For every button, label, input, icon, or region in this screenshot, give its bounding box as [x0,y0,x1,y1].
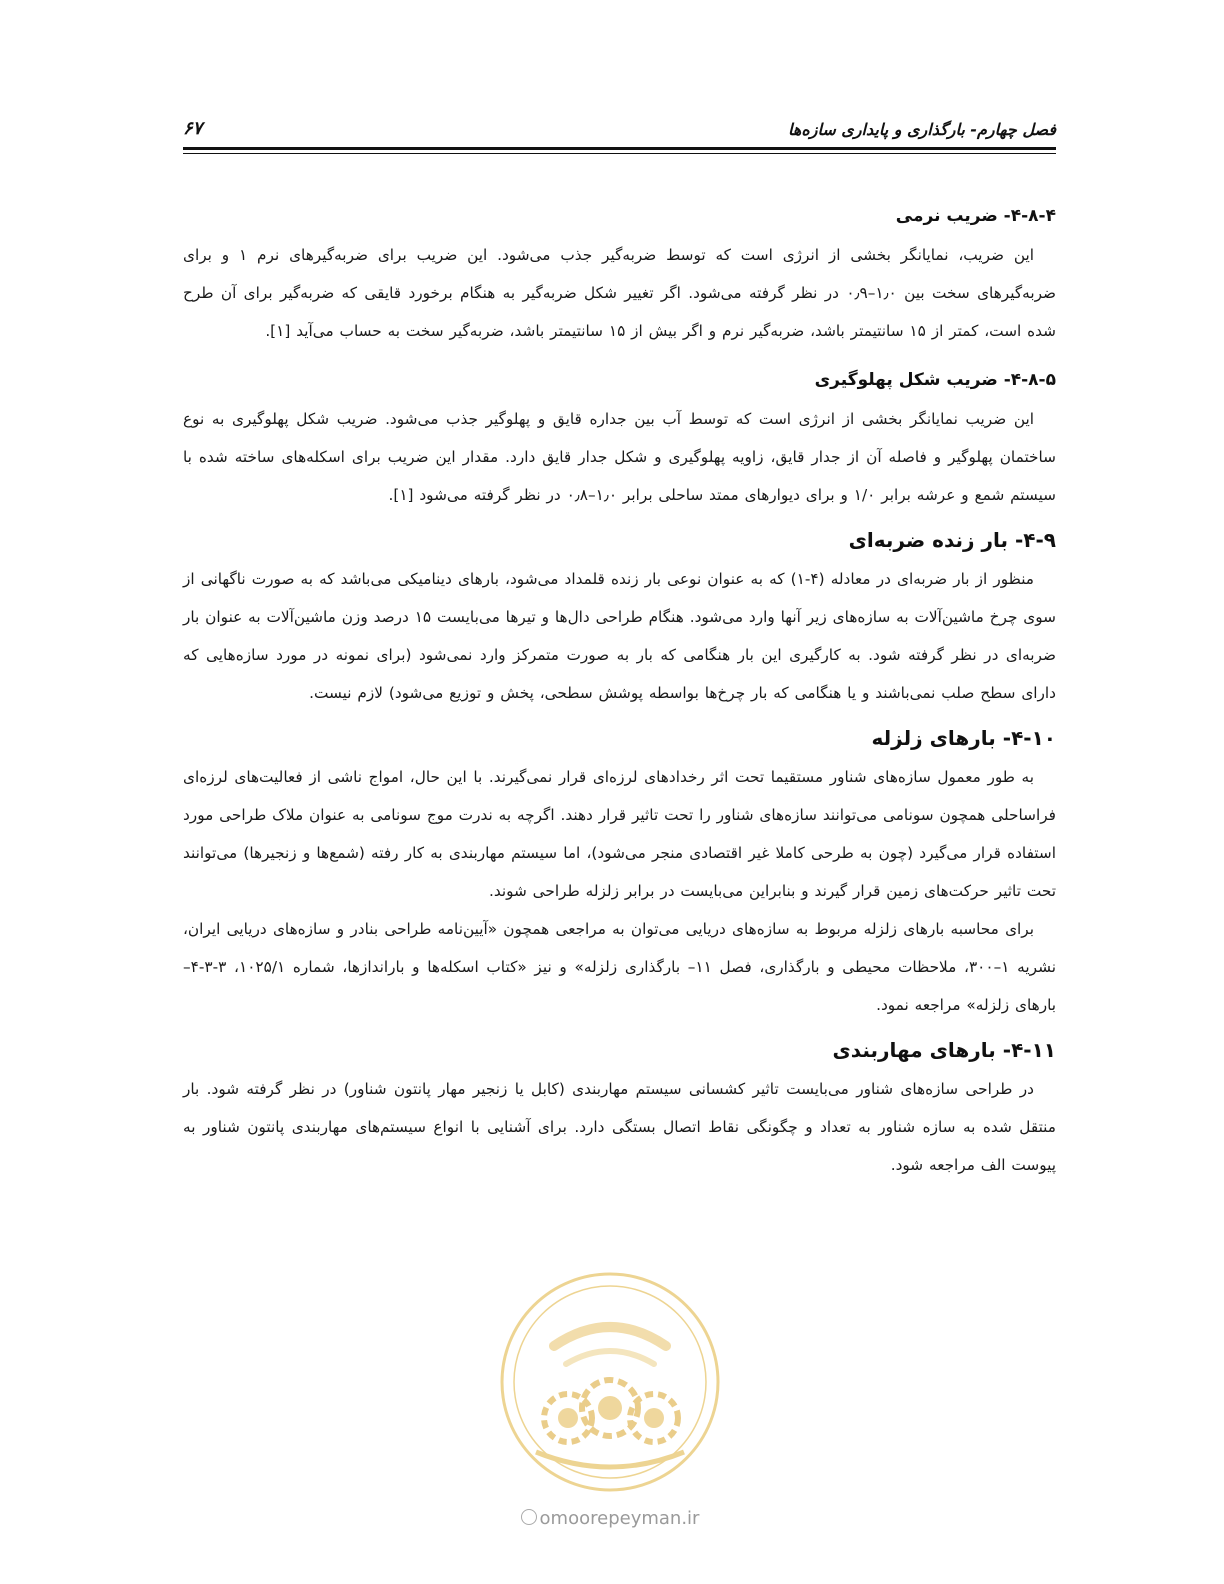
paragraph-4-10-a: به طور معمول سازه‌های شناور مستقیما تحت اثر رخدادهای لرزه‌ای قرار نمی‌گیرند. با این حال، امواج ناشی از فعالیت‌های لرزه‌ای فراساحلی همچون سونامی می‌توانند سازه‌های شناور را تحت تاثیر قرار دهند. اگرچه به ندرت موج سونامی به عنوان ملاک طراحی مورد استفاده قرار می‌گیرد (چون به طرحی کاملا غیر اقتصادی منجر می‌شود)، اما سیستم مهاربندی به کار رفته (شمع‌ها و زنجیرها) می‌توانند تحت تاثیر حرکت‌های زمین قرار گیرند و بنابراین می‌بایست در برابر زلزله طراحی شوند. [183,768,1056,900]
heading-4-10: ۴-۱۰- بارهای زلزله [871,726,1056,750]
paragraph-4-10-b: برای محاسبه بارهای زلزله مربوط به سازه‌های دریایی می‌توان به مراجعی همچون «آیین‌نامه طراحی بنادر و سازه‌های دریایی ایران، نشریه ۱–۳۰۰، ملاحظات محیطی و بارگذاری، فصل ۱۱– بارگذاری زلزله» و نیز «کتاب اسکله‌ها و باراندازها، شماره ۱۰۲۵/۱، ۳-۳-۴– بارهای زلزله» مراجعه نمود. [183,920,1056,1014]
heading-4-11: ۴-۱۱- بارهای مهاربندی [832,1038,1056,1062]
paragraph-4-11: در طراحی سازه‌های شناور می‌بایست تاثیر کشسانی سیستم مهاربندی (کابل یا زنجیر مهار پانتون شناور) در نظر گرفته شود. بار منتقل شده به سازه شناور به تعداد و چگونگی نقاط اتصال بستگی دارد. برای آشنایی با انواع سیستم‌های مهاربندی پانتون شناور به پیوست الف مراجعه شود. [183,1080,1056,1174]
heading-4-8-4: ۴-۸-۴- ضریب نرمی [895,206,1056,226]
page-body [183,196,1056,1184]
paragraph-4-9: منظور از بار ضربه‌ای در معادله (۴-۱) که به عنوان نوعی بار زنده قلمداد می‌شود، بارهای دینامیکی می‌باشد که به صورت ناگهانی از سوی چرخ ماشین‌آلات به سازه‌های زیر آنها وارد می‌شود. هنگام طراحی دال‌ها و تیرها می‌بایست ۱۵ درصد وزن ماشین‌آلات به عنوان بار ضربه‌ای در نظر گرفته شود. به کارگیری این بار هنگامی که بار به صورت متمرکز وارد نمی‌شود (برای نمونه در مورد سازه‌هایی که دارای سطح صلب نمی‌باشند و یا هنگامی که بار چرخ‌ها بواسطه پوشش سطحی، پخش و توزیع می‌شود) لازم نیست. [183,570,1056,702]
chapter-title: فصل چهارم- بارگذاری و پایداری سازه‌ها [788,120,1056,139]
watermark-url [500,1508,720,1529]
header-rule-thick [183,147,1056,150]
paragraph-4-8-5: این ضریب نمایانگر بخشی از انرژی است که توسط آب بین جداره قایق و پهلوگیر جذب می‌شود. ضریب شکل پهلوگیری به نوع ساختمان پهلوگیر و فاصله آن از جدار قایق، زاویه پهلوگیری و شکل جدار قایق دارد. مقدار این ضریب برای اسکله‌های ساخته شده با سیستم شمع و عرشه برابر ۱/۰ و برای دیوارهای ممتد ساحلی برابر ۱٫۰–۰٫۸ در نظر گرفته می‌شود [۱]. [183,410,1056,504]
paragraph-4-8-4: این ضریب، نمایانگر بخشی از انرژی است که توسط ضربه‌گیر جذب می‌شود. این ضریب برای ضربه‌گیرهای نرم ۱ و برای ضربه‌گیرهای سخت بین ۱٫۰–۰٫۹ در نظر گرفته می‌شود. اگر تغییر شکل ضربه‌گیر به هنگام برخورد قایقی که ضربه‌گیر برای آن طرح شده است، کمتر از ۱۵ سانتیمتر باشد، ضربه‌گیر نرم و اگر بیش از ۱۵ سانتیمتر باشد، ضربه‌گیر سخت به حساب می‌آید [۱]. [183,246,1056,340]
watermark-seal-icon [496,1268,724,1496]
heading-4-8-5: ۴-۸-۵- ضریب شکل پهلوگیری [814,370,1056,390]
page-number: ۶۷ [183,118,203,139]
running-header [183,118,1056,148]
globe-icon [521,1509,537,1525]
header-rule-thin [183,153,1056,154]
heading-4-9: ۴-۹- بار زنده ضربه‌ای [848,528,1056,552]
watermark-url-text: omoorepeyman.ir [539,1508,700,1529]
